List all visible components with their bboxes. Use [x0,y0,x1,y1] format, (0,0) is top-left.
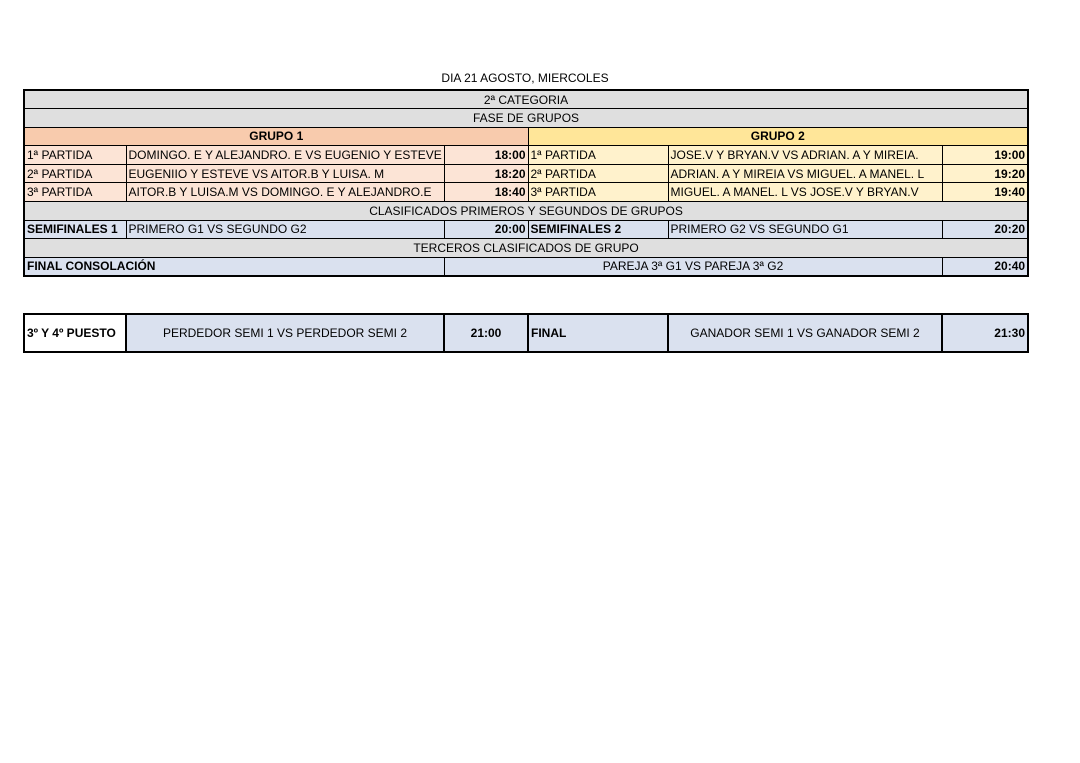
match-time: 19:40 [942,183,1028,202]
third-place-label: 3º Y 4º PUESTO [24,314,126,352]
consolation-time: 20:40 [942,257,1028,276]
semifinal2-time: 20:20 [942,220,1028,239]
match-time: 18:20 [444,164,528,183]
match-teams: DOMINGO. E Y ALEJANDRO. E VS EUGENIO Y ESTEVE [126,146,444,165]
match-teams: ADRIAN. A Y MIREIA VS MIGUEL. A MANEL. L [668,164,942,183]
match-row [24,146,1028,165]
match-teams: JOSE.V Y BRYAN.V VS ADRIAN. A Y MIREIA. [668,146,942,165]
phase-cell: FASE DE GRUPOS [24,109,1028,128]
classified-header: CLASIFICADOS PRIMEROS Y SEGUNDOS DE GRUPOS [24,202,1028,221]
match-label: 3ª PARTIDA [528,183,668,202]
third-place-time: 21:00 [444,314,528,352]
consolation-row [24,257,1028,276]
match-label: 1ª PARTIDA [24,146,126,165]
match-label: 2ª PARTIDA [24,164,126,183]
group2-title: GRUPO 2 [528,127,1028,146]
semifinal1-time: 20:00 [444,220,528,239]
thirds-header: TERCEROS CLASIFICADOS DE GRUPO [24,239,1028,258]
match-row [24,183,1028,202]
semifinal1-match: PRIMERO G1 VS SEGUNDO G2 [126,220,444,239]
match-time: 19:00 [942,146,1028,165]
thirds-row [24,239,1028,258]
semifinal2-match: PRIMERO G2 VS SEGUNDO G1 [668,220,942,239]
date-header: DIA 21 AGOSTO, MIERCOLES [441,71,609,85]
group-header-row [24,127,1028,146]
match-teams: EUGENIIO Y ESTEVE VS AITOR.B Y LUISA. M [126,164,444,183]
match-label: 2ª PARTIDA [528,164,668,183]
final-time: 21:30 [942,314,1028,352]
final-match: GANADOR SEMI 1 VS GANADOR SEMI 2 [668,314,942,352]
classified-row [24,202,1028,221]
phase-row [24,109,1028,128]
finals-table [23,313,1029,353]
finals-row [24,314,1028,352]
match-teams: AITOR.B Y LUISA.M VS DOMINGO. E Y ALEJANDRO.E [126,183,444,202]
match-teams: MIGUEL. A MANEL. L VS JOSE.V Y BRYAN.V [668,183,942,202]
match-row [24,164,1028,183]
third-place-match: PERDEDOR SEMI 1 VS PERDEDOR SEMI 2 [126,314,444,352]
match-time: 19:20 [942,164,1028,183]
group1-title: GRUPO 1 [24,127,528,146]
category-cell: 2ª CATEGORIA [24,90,1028,109]
consolation-match: PAREJA 3ª G1 VS PAREJA 3ª G2 [444,257,942,276]
match-time: 18:40 [444,183,528,202]
consolation-label: FINAL CONSOLACIÓN [24,257,444,276]
match-label: 3ª PARTIDA [24,183,126,202]
match-label: 1ª PARTIDA [528,146,668,165]
category-row [24,90,1028,109]
match-time: 18:00 [444,146,528,165]
semifinal2-label: SEMIFINALES 2 [528,220,668,239]
semifinal1-label: SEMIFINALES 1 [24,220,126,239]
semifinals-row [24,220,1028,239]
final-label: FINAL [528,314,668,352]
schedule-table [23,89,1029,277]
